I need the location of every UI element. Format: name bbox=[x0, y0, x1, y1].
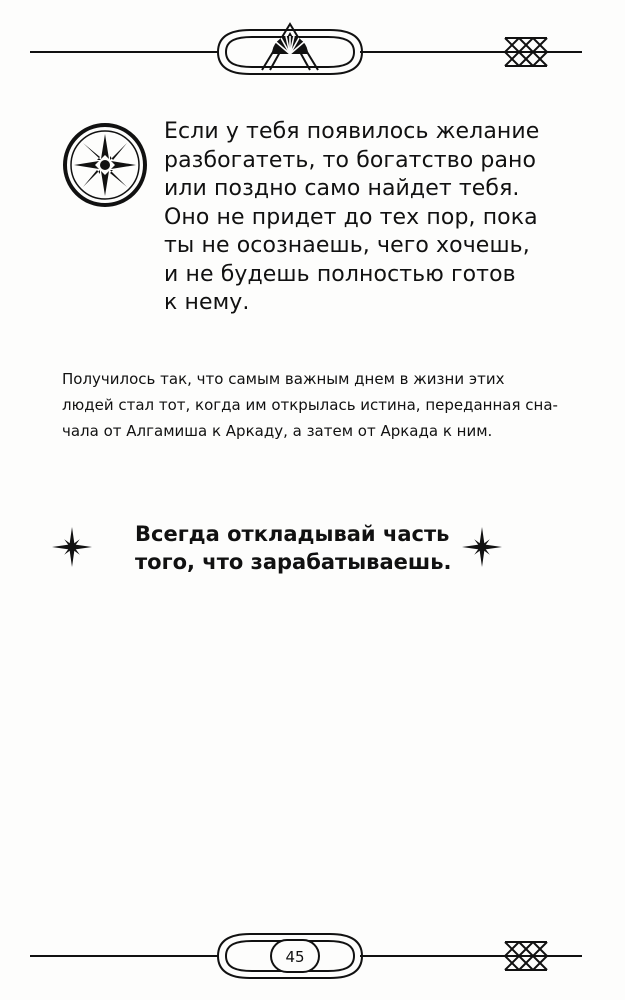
quote-line: Оно не придет до тех пор, пока bbox=[164, 204, 538, 230]
rule-statement bbox=[135, 520, 465, 576]
rule-line: того, что зарабатываешь. bbox=[135, 550, 452, 574]
quote-line: и не будешь полностью готов bbox=[164, 261, 516, 287]
sparkle-star-icon bbox=[462, 527, 502, 567]
body-line: людей стал тот, когда им открылась истина, переданная сна- bbox=[62, 396, 558, 414]
sparkle-star-icon bbox=[52, 527, 92, 567]
quote-line: разбогатеть, то богатство рано bbox=[164, 147, 537, 173]
body-line: чала от Алгамиша к Аркаду, а затем от Аркада к ним. bbox=[62, 422, 493, 440]
quote-line: или поздно само найдет тебя. bbox=[164, 176, 520, 201]
quote-text bbox=[164, 118, 559, 318]
header-ornament-icon bbox=[0, 0, 625, 80]
rule-line: Всегда откладывай часть bbox=[135, 522, 450, 546]
body-paragraph bbox=[62, 366, 562, 444]
quote-line: Если у тебя появилось желание bbox=[164, 119, 540, 144]
body-line: Получилось так, что самым важным днем в жизни этих bbox=[62, 370, 505, 388]
quote-line: ты не осознаешь, чего хочешь, bbox=[164, 233, 530, 258]
quote-line: к нему. bbox=[164, 290, 250, 315]
page-number: 45 bbox=[285, 948, 305, 966]
star-emblem-icon bbox=[62, 122, 148, 208]
